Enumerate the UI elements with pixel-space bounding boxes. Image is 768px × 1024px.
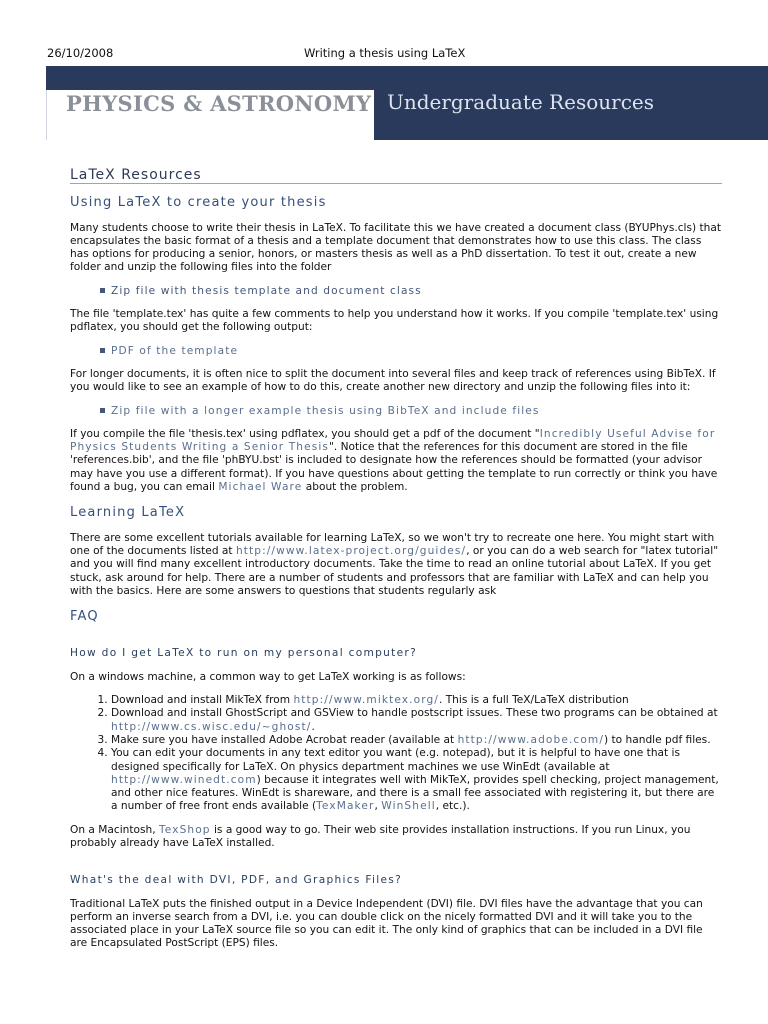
zip-template-item [100,285,722,298]
banner-department[interactable] [46,90,373,140]
print-title: Writing a thesis using LaTeX [304,46,466,60]
pdf-template-link[interactable]: PDF of the template [111,344,239,357]
banner-section-text: Undergraduate Resources [387,90,655,114]
bullet-square-icon [100,348,105,353]
step-text: You can edit your documents in any text editor you want (e.g. notepad), but it is helpful to have one that is designed specifically for LaTeX. On physics department machines we use WinEdt (available at [111,747,681,773]
zip-example-item [100,405,722,418]
adobe-link[interactable]: http://www.adobe.com/ [457,733,605,746]
learning-text-start: There are some excellent tutorials available for learning LaTeX, so we won't try to recreate one here. You might start with one of the documents listed at [70,531,715,557]
thesis-intro: Many students choose to write their thesis in LaTeX. To facilitate this we have created a document class (BYUPhys.cls) that encapsulates the basic format of a thesis and a template document that demonstrates how to use this class. The class has options for producing a senior, honors, or masters thesis as well as a PhD dissertation. To test it out, create a new folder and unzip the following files into the folder [70,221,722,274]
step-text: . This is a full TeX/LaTeX distribution [438,694,629,707]
compile-text-start: If you compile the file 'thesis.tex' using pdflatex, you should get a pdf of the document " [70,427,540,440]
step-text: ) to handle pdf files. [604,733,711,746]
banner-section[interactable] [374,90,768,140]
email-michael-ware-link[interactable]: Michael Ware [218,481,303,494]
install-step [111,707,722,734]
site-banner [46,90,768,140]
winedt-link[interactable]: http://www.winedt.com [111,773,257,786]
print-date: 26/10/2008 [47,46,114,60]
texmaker-link[interactable]: TexMaker [316,800,375,813]
banner-department-text: PHYSICS & ASTRONOMY [66,91,372,116]
step-text: , etc.). [435,800,470,813]
faq-install-intro: On a windows machine, a common way to get LaTeX working is as follows: [70,670,466,683]
faq-heading: FAQ [70,609,99,625]
step-text: Download and install MikTeX from [111,694,294,707]
step-text: Download and install GhostScript and GSView to handle postscript issues. These two programs can be obtained at [111,707,718,720]
learning-heading: Learning LaTeX [70,505,186,521]
install-step [111,747,722,813]
compile-text-middle: ". Notice that the references for this document are stored in the file 'references.bib', and the file 'phBYU.bst' is included to designate how the references should be formatted (your advisor may have you use a different format). If you have questions about getting the template to run correctly or think you have found a bug, you can email [70,441,718,494]
print-header [0,46,768,62]
mac-text-start: On a Macintosh, [70,823,159,836]
zip-template-link[interactable]: Zip file with thesis template and document class [111,284,422,297]
winshell-link[interactable]: WinShell [381,800,436,813]
learning-text [70,532,722,598]
learning-text-end: , or you can do a web search for "latex tutorial" and you will find many excellent introductory documents. Take the time to read an online tutorial about LaTeX. If you get stuck, ask around for help. There are a number of students and professors that are familiar with LaTeX and can help you with the basics. Here are some answers to questions that students regularly ask [70,544,719,597]
step-text: . [311,720,315,733]
step-text: , [374,800,382,813]
bullet-square-icon [100,288,105,293]
template-text: The file 'template.tex' has quite a few comments to help you understand how it works. If you compile 'template.tex' using pdflatex, you should get the following output: [70,308,719,334]
compile-text-end: about the problem. [302,481,408,494]
install-steps-list [70,694,722,814]
pdf-template-item [100,345,722,358]
step-text: ) because it integrates well with MikTeX, provides spell checking, project management, and other nice features. WinEdt is shareware, and there is a small fee associated with registering it, but there are a number of free front ends available ( [111,773,719,813]
miktex-link[interactable]: http://www.miktex.org/ [293,694,439,707]
faq-question-dvi: What's the deal with DVI, PDF, and Graphics Files? [70,874,403,887]
main-content [70,166,722,951]
mac-text-end: is a good way to go. Their web site provides installation instructions. If you run Linux, you probably already have LaTeX installed. [70,823,691,849]
zip-example-link[interactable]: Zip file with a longer example thesis using BibTeX and include files [111,404,540,417]
faq-question-install: How do I get LaTeX to run on my personal computer? [70,647,418,660]
step-text: Make sure you have installed Adobe Acrobat reader (available at [111,733,458,746]
mac-text [70,824,722,851]
longer-docs-text: For longer documents, it is often nice to split the document into several files and keep track of references using BibTeX. If you would like to see an example of how to do this, create another new directory and unzip the following files into it: [70,367,716,394]
install-step [111,734,722,747]
thesis-heading: Using LaTeX to create your thesis [70,195,327,211]
texshop-link[interactable]: TexShop [159,823,211,836]
bullet-square-icon [100,408,105,413]
dvi-text: Traditional LaTeX puts the finished output in a Device Independent (DVI) file. DVI files have the advantage that you can perform an inverse search from a DVI, i.e. you can double click on the nicely formatted DVI and it will take you to the associated place in your LaTeX source file so you can edit it. The only kind of graphics that can be included in a DVI file are Encapsulated PostScript (EPS) files. [70,897,703,950]
install-step [111,694,722,707]
latex-guides-link[interactable]: http://www.latex-project.org/guides/ [235,544,467,557]
page-title: LaTeX Resources [70,169,722,184]
banner-top-bar [46,66,768,90]
thesis-pdf-link[interactable]: Incredibly Useful Advise for Physics Students Writing a Senior Thesis [70,427,716,454]
ghostscript-link[interactable]: http://www.cs.wisc.edu/~ghost/ [111,720,312,733]
compile-text [70,428,722,494]
